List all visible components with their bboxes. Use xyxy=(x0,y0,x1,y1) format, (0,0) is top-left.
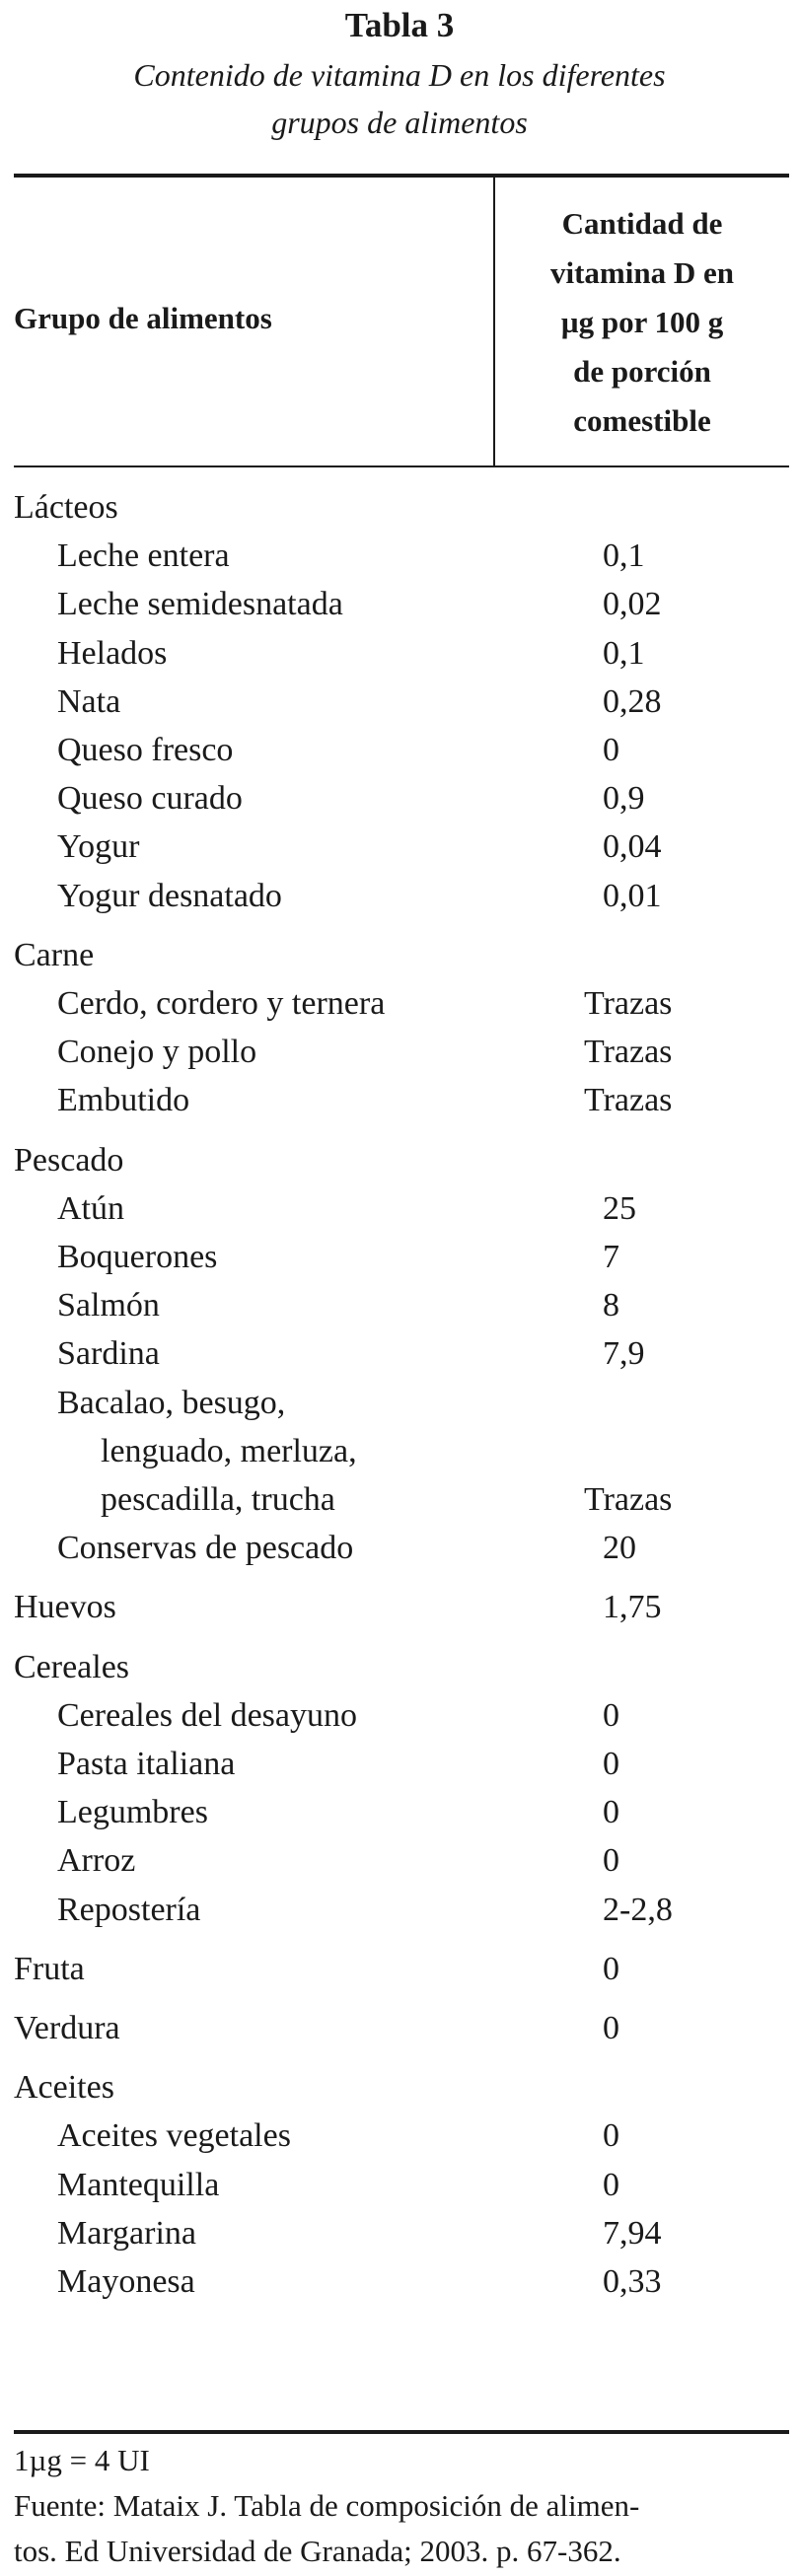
food-group-label: Aceites xyxy=(14,2069,114,2107)
vitamin-d-value: Trazas xyxy=(584,985,673,1022)
table-row xyxy=(0,1740,799,1789)
table-row xyxy=(0,2161,799,2210)
header-line: µg por 100 g xyxy=(560,305,724,339)
table-row xyxy=(0,1643,799,1692)
food-group-label: Carne xyxy=(14,936,95,973)
table-row xyxy=(0,1788,799,1837)
vitamin-d-value: Trazas xyxy=(584,1082,673,1119)
food-group-label: Huevos xyxy=(14,1589,116,1626)
table-row xyxy=(0,2209,799,2258)
food-item-label: lenguado, merluza, xyxy=(101,1432,357,1469)
food-item-label: Yogur xyxy=(57,828,140,866)
vitamin-d-value: 0 xyxy=(603,2010,619,2046)
vitamin-d-value: 0 xyxy=(603,1950,619,1987)
vitamin-d-value: 0,01 xyxy=(603,877,662,914)
food-item-label: Bacalao, besugo, xyxy=(57,1384,286,1421)
food-item-label: Salmón xyxy=(57,1287,160,1324)
vitamin-d-value: 7 xyxy=(603,1239,619,1275)
table-row xyxy=(0,1028,799,1077)
table-row xyxy=(0,979,799,1029)
food-item-label: Repostería xyxy=(57,1891,201,1928)
food-item-label: Margarina xyxy=(57,2214,196,2252)
source-line-1: Fuente: Mataix J. Tabla de composición de alimen- xyxy=(14,2488,640,2523)
food-item-label: Pasta italiana xyxy=(57,1746,236,1782)
food-item-label: Boquerones xyxy=(57,1239,218,1275)
table-row xyxy=(0,726,799,775)
vitamin-d-value: Trazas xyxy=(584,1481,673,1518)
header-rule xyxy=(14,465,789,467)
food-item-label: Arroz xyxy=(57,1842,136,1880)
table-row xyxy=(0,1475,799,1525)
vitamin-d-value: 0,04 xyxy=(603,828,662,866)
vitamin-d-value: 0,28 xyxy=(603,682,662,720)
vitamin-d-value: 0 xyxy=(603,1746,619,1782)
food-group-label: Fruta xyxy=(14,1950,85,1987)
table-row xyxy=(0,1233,799,1282)
table-subtitle-line-1: Contenido de vitamina D en los diferentes xyxy=(133,57,666,93)
vitamin-d-value: 20 xyxy=(603,1530,636,1567)
food-item-label: Mayonesa xyxy=(57,2263,195,2300)
vitamin-d-value: 0 xyxy=(603,1696,619,1734)
vitamin-d-value: 25 xyxy=(603,1189,636,1227)
vitamin-d-value: 0,33 xyxy=(603,2263,662,2300)
vitamin-d-value: 8 xyxy=(603,1287,619,1324)
vitamin-d-value: 0,02 xyxy=(603,586,662,623)
table-row xyxy=(0,483,799,533)
table-row xyxy=(0,1281,799,1330)
food-item-label: Cerdo, cordero y ternera xyxy=(57,985,386,1022)
vitamin-d-value: 0,9 xyxy=(603,780,645,818)
table-row xyxy=(0,2004,799,2053)
food-item-label: Aceites vegetales xyxy=(57,2117,291,2155)
table-row xyxy=(0,1886,799,1935)
table-row xyxy=(0,931,799,980)
food-group-label: Verdura xyxy=(14,2010,120,2046)
vitamin-d-value: 0 xyxy=(603,2166,619,2203)
table-row xyxy=(0,1184,799,1234)
food-group-label: Pescado xyxy=(14,1141,124,1179)
table-row xyxy=(0,1427,799,1476)
food-item-label: Atún xyxy=(57,1189,124,1227)
table-row xyxy=(0,580,799,629)
vitamin-d-value: 7,94 xyxy=(603,2214,662,2252)
header-line: comestible xyxy=(573,403,711,438)
source-line-2: tos. Ed Universidad de Granada; 2003. p. 67-362. xyxy=(14,2534,621,2568)
table-row xyxy=(0,1524,799,1573)
bottom-rule xyxy=(14,2430,789,2434)
table-row xyxy=(0,1076,799,1125)
header-line: vitamina D en xyxy=(550,255,734,290)
vitamin-d-value: 0,1 xyxy=(603,634,645,672)
food-item-label: Queso curado xyxy=(57,780,243,818)
food-item-label: Helados xyxy=(57,634,168,672)
food-group-label: Cereales xyxy=(14,1648,130,1685)
table-row xyxy=(0,532,799,581)
table-subtitle-line-2: grupos de alimentos xyxy=(271,105,528,140)
header-line: Cantidad de xyxy=(561,206,723,241)
food-item-label: Nata xyxy=(57,682,121,720)
vitamin-d-value: Trazas xyxy=(584,1034,673,1071)
table-row xyxy=(0,1136,799,1185)
food-item-label: Leche entera xyxy=(57,537,230,575)
table-row xyxy=(0,629,799,679)
food-item-label: Embutido xyxy=(57,1082,190,1119)
table-row xyxy=(0,1329,799,1379)
header-line: de porción xyxy=(573,354,711,389)
food-item-label: Legumbres xyxy=(57,1794,208,1831)
vitamin-d-value: 0,1 xyxy=(603,537,645,575)
top-rule xyxy=(14,174,789,178)
table-row xyxy=(0,774,799,823)
table-row xyxy=(0,1379,799,1428)
table-row xyxy=(0,2111,799,2161)
food-item-label: Queso fresco xyxy=(57,732,234,768)
food-item-label: Conservas de pescado xyxy=(57,1530,354,1567)
food-item-label: Mantequilla xyxy=(57,2166,220,2203)
vitamin-d-value: 0 xyxy=(603,2117,619,2155)
header-food-group: Grupo de alimentos xyxy=(14,301,272,335)
vitamin-d-value: 0 xyxy=(603,1842,619,1880)
table-title: Tabla 3 xyxy=(344,6,455,44)
food-item-label: Sardina xyxy=(57,1335,160,1373)
table-row xyxy=(0,1945,799,1994)
vitamin-d-value: 0 xyxy=(603,1794,619,1831)
vitamin-d-value: 0 xyxy=(603,732,619,768)
vitamin-d-value: 2-2,8 xyxy=(603,1891,673,1928)
vitamin-d-value: 7,9 xyxy=(603,1335,645,1373)
table-row xyxy=(0,1691,799,1741)
food-group-label: Lácteos xyxy=(14,489,118,526)
food-item-label: Yogur desnatado xyxy=(57,877,282,914)
header-vitamin-d-amount xyxy=(495,199,789,446)
table-row xyxy=(0,823,799,872)
table-row xyxy=(0,2063,799,2112)
table-row xyxy=(0,2257,799,2307)
table-row xyxy=(0,678,799,727)
footnote-unit: 1µg = 4 UI xyxy=(14,2443,150,2477)
food-item-label: Cereales del desayuno xyxy=(57,1696,357,1734)
food-item-label: Leche semidesnatada xyxy=(57,586,343,623)
food-item-label: pescadilla, trucha xyxy=(101,1481,335,1518)
table-row xyxy=(0,1836,799,1886)
food-item-label: Conejo y pollo xyxy=(57,1034,257,1071)
vitamin-d-value: 1,75 xyxy=(603,1589,662,1626)
table-row xyxy=(0,872,799,921)
table-row xyxy=(0,1583,799,1632)
